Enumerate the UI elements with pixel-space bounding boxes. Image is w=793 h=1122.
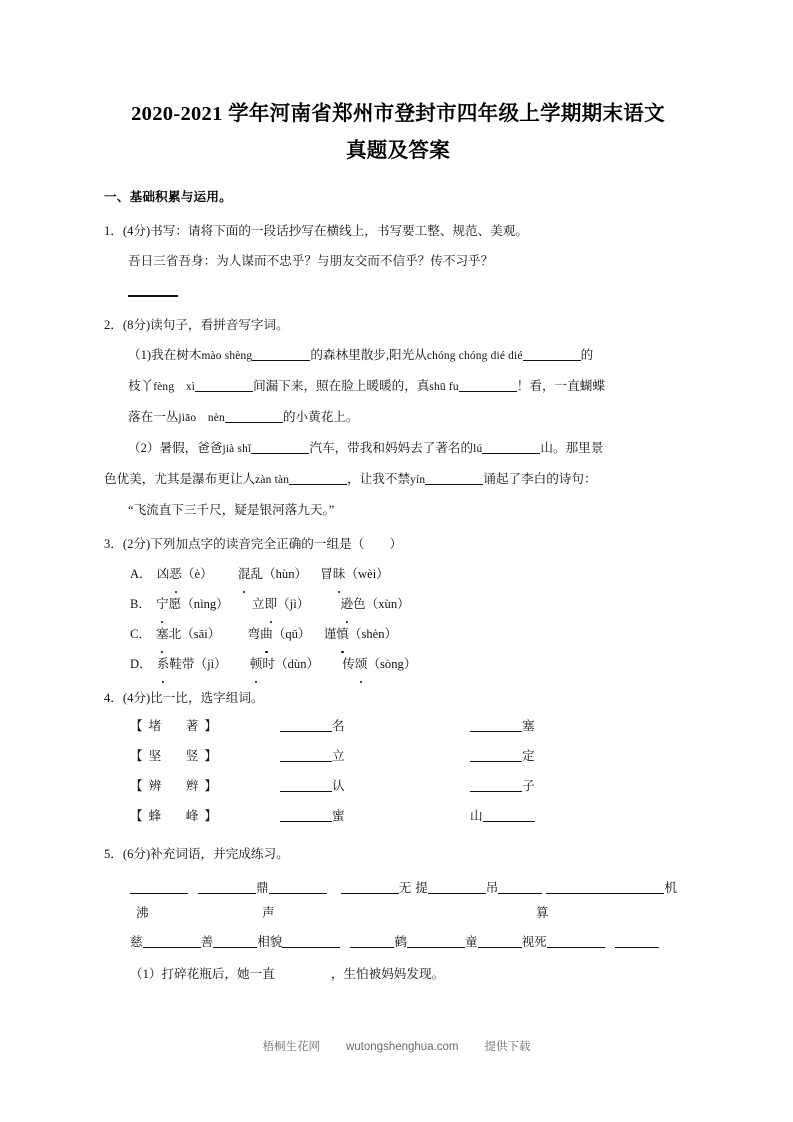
word-cell-right <box>470 715 660 734</box>
idiom2-char-a: 慈 <box>130 935 143 949</box>
option-d-item-1 <box>157 649 227 679</box>
question-2-line-5 <box>104 464 692 495</box>
q2-l2-pinyin-2: shū fu <box>429 381 459 393</box>
q2-l4-text-c: 山。那里景 <box>540 441 604 455</box>
option-a-item-2 <box>238 559 307 589</box>
idiom-char-5: 机 <box>664 881 677 895</box>
idiom-char-1: 鼎 <box>256 881 269 895</box>
option-a-item-3 <box>320 559 389 589</box>
answer-blank[interactable] <box>459 378 517 392</box>
opt-post: （sòng） <box>367 657 417 671</box>
answer-blank[interactable] <box>130 880 188 894</box>
idiom-char-2: 无 <box>398 881 412 895</box>
answer-blank[interactable] <box>523 347 581 361</box>
word-cell-right <box>470 775 660 794</box>
footer-url: wutongshenghua.com <box>345 1041 459 1053</box>
question-2-line-1 <box>104 340 692 371</box>
question-2-line-6: “飞流直下三千尺，疑是银河落九天。” <box>128 503 335 517</box>
q2-l4-text-b: 汽车，带我和妈妈去了著名的 <box>309 441 474 455</box>
opt-pre: 弯 <box>247 627 261 641</box>
opt-post: （qū） <box>272 627 311 641</box>
q2-l1-pinyin-1: mào shèng <box>201 350 253 362</box>
q2-l5-text-a: 色优美，尤其是瀑布更让人 <box>104 472 256 486</box>
char-pair: 【辨 辫】 <box>130 779 223 793</box>
cell-suffix: 认 <box>332 779 345 793</box>
opt-pre: 谨 <box>323 627 337 641</box>
q2-l2-text-c: ！看，一直蝴蝶 <box>516 379 605 393</box>
opt-post: 北（sāi） <box>168 627 221 641</box>
cell-suffix: 名 <box>332 719 345 733</box>
dotted-char: 慎 <box>336 619 349 649</box>
answer-blank[interactable] <box>198 880 256 894</box>
answer-blank[interactable] <box>280 808 332 822</box>
table-row <box>104 745 692 775</box>
question-1-answer-line <box>104 276 692 306</box>
cell-suffix: 子 <box>522 779 535 793</box>
option-a-item-1 <box>157 559 213 589</box>
question-2-line-2 <box>104 371 692 402</box>
answer-blank[interactable] <box>350 934 394 948</box>
idiom2-char-d: 鹤 <box>394 935 407 949</box>
answer-blank[interactable] <box>470 748 522 762</box>
word-cell-right <box>470 805 660 824</box>
option-d-item-3 <box>342 649 416 679</box>
char-pair: 【堵 著】 <box>130 719 223 733</box>
option-d-item-2 <box>250 649 319 679</box>
idiom2-char-c: 相貌 <box>257 935 283 949</box>
q2-l3-text-b: 的小黄花上。 <box>282 410 359 424</box>
answer-blank[interactable] <box>128 282 178 297</box>
under-char-1: 沸 <box>136 906 149 920</box>
table-row <box>104 775 692 805</box>
word-cell-left <box>280 775 470 794</box>
option-b[interactable] <box>104 589 692 619</box>
question-5 <box>104 839 692 989</box>
idiom2-char-e: 童 <box>464 935 478 949</box>
q2-l5-pinyin-2: yín <box>410 474 426 486</box>
idiom2-char-b: 善 <box>200 935 214 949</box>
option-d[interactable] <box>104 649 692 679</box>
answer-blank[interactable] <box>546 880 664 894</box>
option-c-label: C． <box>130 627 151 641</box>
dotted-char: 昧 <box>333 559 346 589</box>
opt-post: （wèi） <box>345 567 389 581</box>
option-c[interactable] <box>104 619 692 649</box>
sub1-text: （1）打碎花瓶后，她一直 <box>130 967 275 981</box>
opt-pre: 立 <box>251 597 265 611</box>
question-5-stem: 5．(6分)补充词语，并完成练习。 <box>104 847 289 861</box>
question-4-stem: 4．(4分)比一比，选字组词。 <box>104 691 264 705</box>
answer-blank[interactable] <box>252 347 310 361</box>
option-a-label: A． <box>130 567 152 581</box>
question-1-body: 吾日三省吾身：为人谋而不忠乎？与朋友交而不信乎？传不习乎？ <box>128 254 494 268</box>
dotted-char: 顿 <box>250 649 263 679</box>
word-pair-table <box>104 715 692 835</box>
q2-l2-pinyin-1: fèng xì <box>153 381 196 393</box>
dotted-char: 恶 <box>169 559 182 589</box>
opt-post: 愿（nìng） <box>168 597 229 611</box>
answer-blank[interactable] <box>251 440 309 454</box>
question-5-sub-1 <box>130 959 692 989</box>
cell-prefix: 山 <box>470 809 483 823</box>
answer-blank[interactable] <box>483 808 535 822</box>
footer-site-name: 梧桐生花网 <box>262 1041 320 1053</box>
dotted-char: 混 <box>238 559 251 589</box>
option-c-item-2 <box>248 619 311 649</box>
title-line-1: 2020-2021 学年河南省郑州市登封市四年级上学期期末语文 <box>131 103 665 125</box>
page-title <box>104 96 692 170</box>
answer-blank[interactable] <box>547 934 605 948</box>
section-heading: 一、基础积累与运用。 <box>104 190 232 204</box>
option-d-label: D． <box>130 657 152 671</box>
question-2-line-4 <box>104 433 692 464</box>
q2-l5-text-c: 诵起了李白的诗句： <box>483 472 597 486</box>
footer-note: 提供下载 <box>484 1041 531 1053</box>
q2-l1-text-b: 的森林里散步,阳光从 <box>310 348 427 362</box>
cell-suffix: 立 <box>332 749 345 763</box>
q2-l1-text-c: 的 <box>580 348 594 362</box>
answer-blank[interactable] <box>280 748 332 762</box>
word-cell-left <box>280 745 470 764</box>
document-content <box>104 96 692 993</box>
word-cell-left <box>280 805 470 824</box>
opt-post: （è） <box>181 567 213 581</box>
q2-l1-text-a: （1)我在树木 <box>128 348 202 362</box>
question-1 <box>104 216 692 306</box>
footer-watermark <box>0 1038 793 1054</box>
option-c-item-3 <box>324 619 397 649</box>
q2-l5-pinyin-1: zàn tàn <box>255 474 290 486</box>
question-3 <box>104 529 692 679</box>
title-line-2: 真题及答案 <box>346 140 450 162</box>
dotted-char: 宁 <box>156 589 169 619</box>
under-char-2: 声 <box>262 906 275 920</box>
q2-l2-text-a: 枝丫 <box>128 379 154 393</box>
answer-blank[interactable] <box>407 934 465 948</box>
sub1-tail: ，生怕被妈妈发现。 <box>330 967 445 981</box>
dotted-char: 颂 <box>355 649 368 679</box>
question-4 <box>104 683 692 835</box>
q2-l1-pinyin-2: chóng chóng dié dié <box>426 350 523 362</box>
dotted-char: 塞 <box>156 619 169 649</box>
cell-suffix: 塞 <box>522 719 535 733</box>
option-c-item-1 <box>156 619 220 649</box>
question-2 <box>104 310 692 525</box>
table-row <box>104 805 692 835</box>
q2-l5-text-b: ，让我不禁 <box>347 472 411 486</box>
answer-blank[interactable] <box>470 778 522 792</box>
opt-pre: 凶 <box>156 567 170 581</box>
opt-post: 乱（hùn） <box>250 567 308 581</box>
q2-l3-text-a: 落在一丛 <box>128 410 179 424</box>
option-b-item-2 <box>252 589 309 619</box>
opt-post: 鞋带（jì） <box>169 657 227 671</box>
dotted-char: 系 <box>157 649 170 679</box>
answer-blank[interactable] <box>225 409 283 423</box>
char-pair: 【蜂 峰】 <box>130 809 223 823</box>
idiom-fill-area <box>104 875 692 989</box>
idiom-row-2 <box>130 927 692 957</box>
char-pair: 【坚 竖】 <box>130 749 223 763</box>
q2-l4-pinyin-1: jià shǐ <box>222 443 252 455</box>
q2-l4-pinyin-2: lú <box>473 443 483 455</box>
answer-blank[interactable] <box>289 471 347 485</box>
opt-post: 时（dùn） <box>262 657 320 671</box>
dotted-char: 即 <box>265 589 278 619</box>
opt-pre: 传 <box>342 657 355 671</box>
question-3-stem: 3．(2分)下列加点字的读音完全正确的一组是（ ） <box>104 537 403 551</box>
table-row <box>104 715 692 745</box>
idiom2-char-f: 视死 <box>521 935 547 949</box>
option-b-item-1 <box>156 589 229 619</box>
answer-blank[interactable] <box>280 778 332 792</box>
under-char-3: 算 <box>536 906 549 920</box>
option-b-label: B． <box>130 597 151 611</box>
idiom-row-underchars <box>130 901 692 925</box>
cell-suffix: 定 <box>522 749 535 763</box>
answer-blank[interactable] <box>269 880 327 894</box>
answer-blank[interactable] <box>195 378 253 392</box>
dotted-char: 逊 <box>340 589 353 619</box>
q2-l4-text-a: （2）暑假，爸爸 <box>128 441 223 455</box>
answer-blank[interactable] <box>615 934 659 948</box>
answer-blank[interactable] <box>143 934 201 948</box>
opt-pre: 冒 <box>320 567 333 581</box>
opt-post: （jì） <box>277 597 310 611</box>
answer-blank[interactable] <box>280 718 332 732</box>
answer-blank[interactable] <box>470 718 522 732</box>
word-cell-left <box>280 715 470 734</box>
opt-post: 色（xùn） <box>353 597 410 611</box>
option-a[interactable] <box>104 559 692 589</box>
answer-blank[interactable] <box>341 880 399 894</box>
answer-blank[interactable] <box>282 934 340 948</box>
question-2-stem: 2．(8分)读句子，看拼音写字词。 <box>104 318 289 332</box>
answer-blank[interactable] <box>482 440 540 454</box>
dotted-char: 曲 <box>260 619 273 649</box>
idiom-row-1 <box>130 875 692 901</box>
idiom-char-4: 吊 <box>485 881 499 895</box>
answer-blank[interactable] <box>478 934 522 948</box>
cell-suffix: 蜜 <box>332 809 345 823</box>
idiom-char-3: 提 <box>415 881 428 895</box>
q2-l3-pinyin-1: jiāo nèn <box>178 412 225 424</box>
option-b-item-3 <box>340 589 409 619</box>
question-1-stem: 1．(4分)书写：请将下面的一段话抄写在横线上，书写要工整、规范、美观。 <box>104 224 528 238</box>
word-cell-right <box>470 745 660 764</box>
answer-blank[interactable] <box>213 934 257 948</box>
answer-blank[interactable] <box>428 880 486 894</box>
opt-post: （shèn） <box>348 627 398 641</box>
question-2-line-3 <box>104 402 692 433</box>
q2-l2-text-b: 间漏下来，照在脸上暖暖的，真 <box>253 379 430 393</box>
answer-blank[interactable] <box>425 471 483 485</box>
answer-blank[interactable] <box>498 880 542 894</box>
